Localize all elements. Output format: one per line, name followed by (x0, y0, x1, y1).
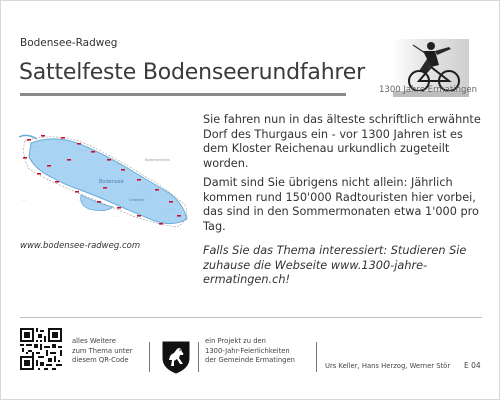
footer-divider (20, 317, 482, 318)
qr-caption (72, 337, 133, 366)
bodensee-map (17, 129, 195, 234)
qr-caption-line: zum Thema unter (72, 346, 133, 355)
svg-text:·······: ······· (113, 162, 120, 166)
qr-caption-line: diesem QR-Code (72, 356, 129, 365)
main-text (203, 113, 481, 293)
svg-text:······: ······ (77, 198, 83, 202)
untersee-label: Untersee (129, 198, 145, 202)
authors: Urs Keller, Hans Herzog, Werner Stör (325, 362, 451, 370)
paragraph-history: Sie fahren nun in das älteste schriftlich erwähnte Dorf des Thurgaus ein - vor 1300 Jahren ist es dem Kloster Reichenau urkundlich zugeteilt worden. (203, 113, 481, 170)
ermatingen-crest-icon (161, 340, 191, 374)
page-title: Sattelfeste Bodenseerundfahrer (19, 60, 365, 85)
svg-text:······: ······ (113, 214, 119, 218)
series-label: Bodensee-Radweg (20, 37, 118, 49)
svg-text:·······: ······· (57, 140, 64, 144)
svg-text:·······: ······· (81, 148, 88, 152)
board-code: E 04 (464, 361, 481, 370)
paragraph-hint: Falls Sie das Thema interessiert: Studieren Sie zuhause die Webseite www.1300-jahre-ermatingen.ch! (203, 244, 467, 286)
project-caption (205, 337, 295, 366)
project-caption-line: 1300-Jahr-Feierlichkeiten (205, 346, 290, 355)
qr-code-icon[interactable] (20, 328, 62, 370)
svg-text:······: ······ (167, 206, 173, 210)
project-caption-line: ein Projekt zu den (205, 337, 266, 345)
svg-text:······: ······ (141, 182, 147, 186)
svg-text:······: ······ (21, 198, 27, 202)
footer-separator (316, 342, 317, 372)
project-caption-line: der Gemeinde Ermatingen (205, 356, 295, 365)
region-label: Bodenseekreis (145, 158, 170, 162)
svg-text:······: ······ (149, 224, 155, 228)
footer-separator (149, 342, 150, 372)
svg-text:······: ······ (47, 186, 53, 190)
logo-caption: 1300 Jahre Ermatingen (379, 85, 477, 95)
lake-label: Bodensee (99, 179, 124, 185)
paragraph-cyclists: Damit sind Sie übrigens nicht allein: Jährlich kommen rund 150'000 Radtouristen hier vorbei, das sind in den Sommermonaten etwa 1'000 pro Tag. (203, 176, 479, 233)
svg-text:·······: ······· (33, 144, 40, 148)
map-url-link[interactable]: www.bodensee-radweg.com (20, 241, 141, 251)
qr-caption-line: alles Weitere (72, 337, 116, 345)
footer-separator (198, 342, 199, 372)
title-underline (20, 93, 346, 96)
